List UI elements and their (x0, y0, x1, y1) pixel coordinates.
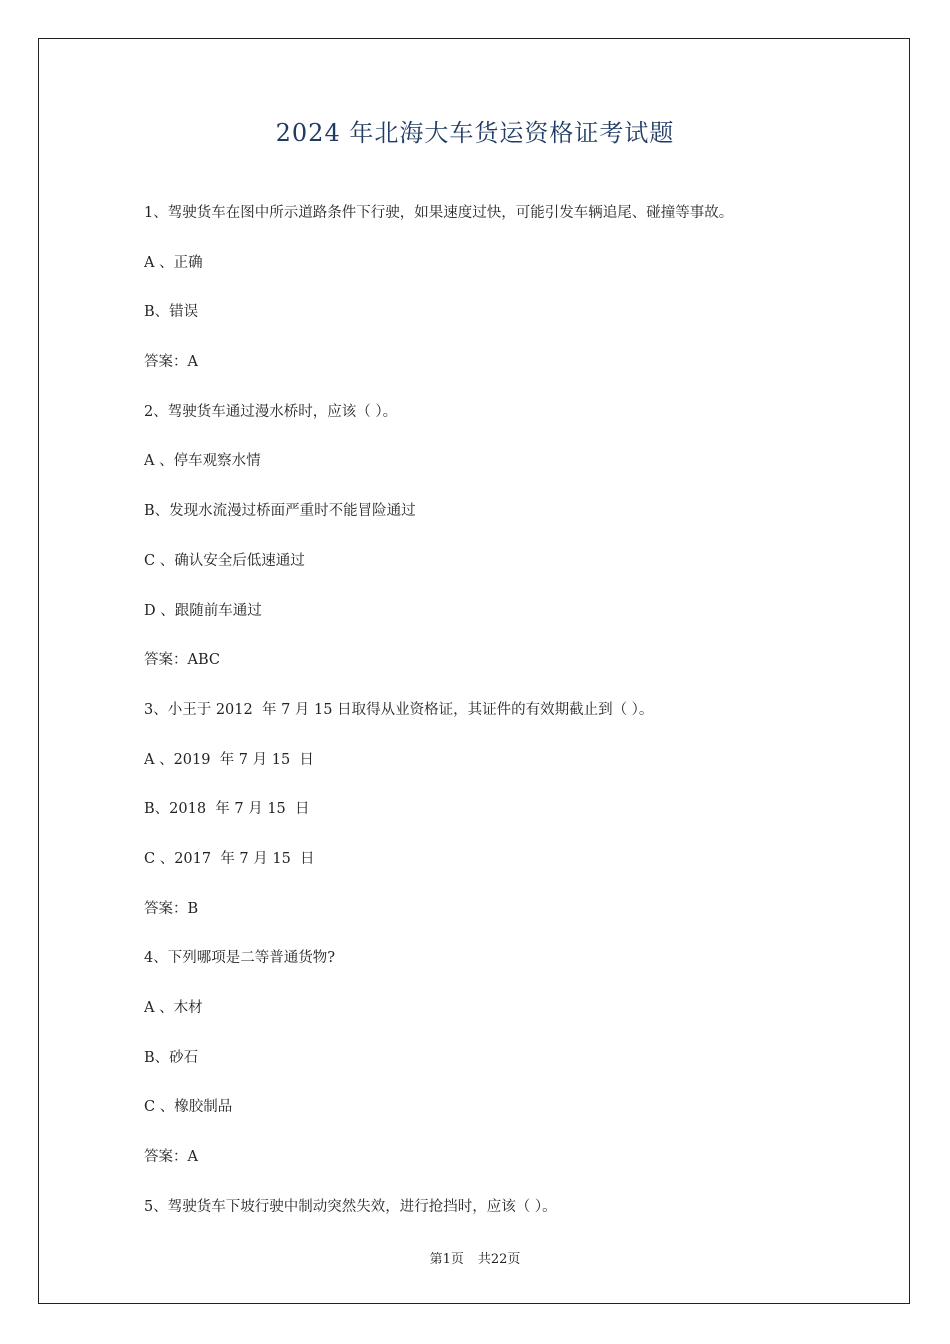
option-4a: A 、木材 (144, 1000, 203, 1016)
option-1b: B、错误 (144, 304, 199, 321)
option-2a: A 、停车观察水情 (144, 453, 261, 470)
option-3a: A 、2019 年 7 月 15 日 (144, 751, 314, 768)
option-4b: B、砂石 (144, 1049, 199, 1066)
question-3: 3、小王于 2012 年 7 月 15 日取得从业资格证，其证件的有效期截止到（ ）。 (144, 701, 654, 718)
question-list (144, 202, 844, 1245)
option-1a: A 、正确 (144, 254, 203, 271)
page-footer (0, 1248, 950, 1267)
option-3b: B、2018 年 7 月 15 日 (144, 801, 310, 818)
answer-3: 答案：B (144, 900, 199, 917)
page-number: 第1页 (429, 1252, 464, 1267)
option-4c: C 、橡胶制品 (144, 1099, 233, 1116)
page-total: 共22页 (477, 1252, 521, 1267)
option-2b: B、发现水流漫过桥面严重时不能冒险通过 (144, 503, 416, 520)
option-2c: C 、确认安全后低速通过 (144, 552, 305, 569)
question-1: 1、驾驶货车在图中所示道路条件下行驶，如果速度过快，可能引发车辆追尾、碰撞等事故。 (144, 205, 734, 221)
document-title: 2024 年北海大车货运资格证考试题 (275, 119, 675, 147)
option-3c: C 、2017 年 7 月 15 日 (144, 850, 315, 867)
question-5: 5、驾驶货车下坡行驶中制动突然失效，进行抢挡时，应该（ ）。 (144, 1198, 557, 1215)
question-4: 4、下列哪项是二等普通货物? (144, 950, 335, 967)
option-2d: D 、跟随前车通过 (144, 602, 262, 619)
answer-2: 答案：ABC (144, 652, 220, 669)
answer-1: 答案：A (144, 354, 198, 371)
question-2: 2、驾驶货车通过漫水桥时，应该（ ）。 (144, 403, 398, 420)
answer-4: 答案：A (144, 1149, 198, 1166)
